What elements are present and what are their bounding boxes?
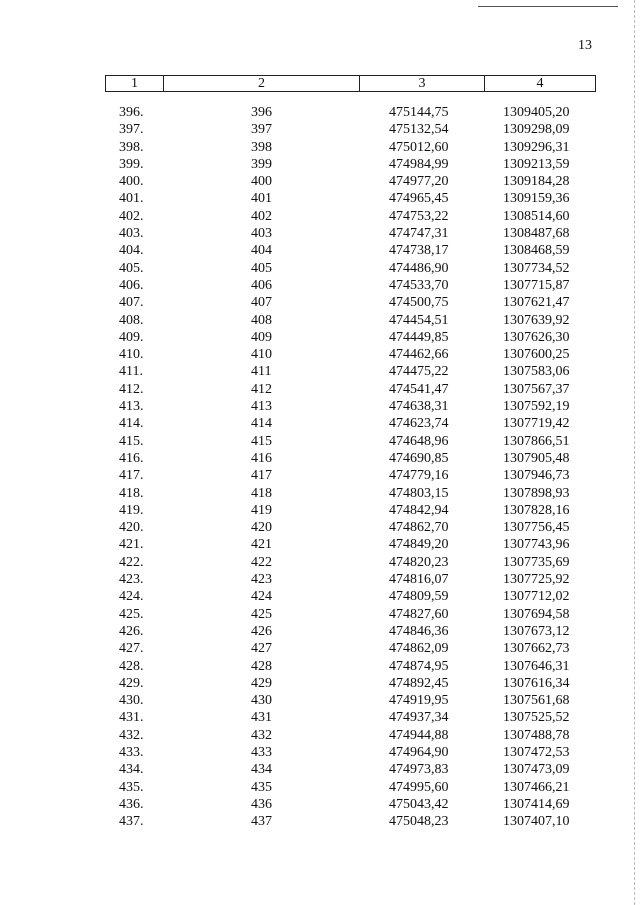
point-number-cell: 397	[251, 122, 272, 138]
coordinate-y-cell: 1307898,93	[503, 485, 570, 501]
table-row	[105, 692, 596, 709]
coordinate-y-cell: 1307662,73	[503, 641, 570, 657]
point-number-cell: 424	[251, 589, 272, 605]
coordinate-y-cell: 1307639,92	[503, 312, 570, 328]
point-number-cell: 435	[251, 779, 272, 795]
table-row	[105, 381, 596, 398]
coordinate-y-cell: 1307621,47	[503, 295, 570, 311]
row-number-cell: 410.	[119, 347, 144, 363]
row-number-cell: 422.	[119, 554, 144, 570]
point-number-cell: 407	[251, 295, 272, 311]
point-number-cell: 405	[251, 260, 272, 276]
row-number-cell: 419.	[119, 502, 144, 518]
row-number-cell: 426.	[119, 623, 144, 639]
table-row	[105, 225, 596, 242]
row-number-cell: 398.	[119, 139, 144, 155]
row-number-cell: 427.	[119, 641, 144, 657]
coordinate-y-cell: 1307712,02	[503, 589, 570, 605]
row-number-cell: 436.	[119, 796, 144, 812]
point-number-cell: 429	[251, 675, 272, 691]
row-number-cell: 429.	[119, 675, 144, 691]
point-number-cell: 418	[251, 485, 272, 501]
table-row	[105, 156, 596, 173]
table-row	[105, 242, 596, 259]
coordinate-y-cell: 1307694,58	[503, 606, 570, 622]
table-row	[105, 727, 596, 744]
point-number-cell: 427	[251, 641, 272, 657]
table-row	[105, 588, 596, 605]
point-number-cell: 420	[251, 520, 272, 536]
coordinate-x-cell: 474638,31	[389, 399, 449, 415]
point-number-cell: 404	[251, 243, 272, 259]
coordinate-x-cell: 474862,70	[389, 520, 449, 536]
row-number-cell: 424.	[119, 589, 144, 605]
point-number-cell: 403	[251, 226, 272, 242]
point-number-cell: 423	[251, 572, 272, 588]
row-number-cell: 433.	[119, 744, 144, 760]
coordinate-x-cell: 475132,54	[389, 122, 449, 138]
point-number-cell: 426	[251, 623, 272, 639]
row-number-cell: 420.	[119, 520, 144, 536]
coordinate-y-cell: 1309159,36	[503, 191, 570, 207]
point-number-cell: 399	[251, 156, 272, 172]
table-row	[105, 450, 596, 467]
coordinate-table-body	[105, 104, 596, 830]
coordinate-x-cell: 474500,75	[389, 295, 449, 311]
table-row	[105, 208, 596, 225]
coordinate-x-cell: 474820,23	[389, 554, 449, 570]
coordinate-y-cell: 1307866,51	[503, 433, 570, 449]
coordinate-x-cell: 474623,74	[389, 416, 449, 432]
table-row	[105, 536, 596, 553]
row-number-cell: 399.	[119, 156, 144, 172]
coordinate-x-cell: 474919,95	[389, 693, 449, 709]
point-number-cell: 396	[251, 105, 272, 120]
coordinate-x-cell: 474973,83	[389, 762, 449, 778]
coordinate-x-cell: 475048,23	[389, 814, 449, 830]
table-row	[105, 363, 596, 380]
coordinate-y-cell: 1308487,68	[503, 226, 570, 242]
coordinate-y-cell: 1307946,73	[503, 468, 570, 484]
table-row	[105, 312, 596, 329]
coordinate-y-cell: 1307407,10	[503, 814, 570, 830]
point-number-cell: 414	[251, 416, 272, 432]
table-row	[105, 675, 596, 692]
coordinate-x-cell: 474944,88	[389, 727, 449, 743]
table-row	[105, 329, 596, 346]
point-number-cell: 430	[251, 693, 272, 709]
coordinate-x-cell: 474648,96	[389, 433, 449, 449]
table-row	[105, 554, 596, 571]
table-row	[105, 796, 596, 813]
table-row	[105, 260, 596, 277]
coordinate-x-cell: 474977,20	[389, 174, 449, 190]
row-number-cell: 396.	[119, 105, 144, 120]
point-number-cell: 436	[251, 796, 272, 812]
point-number-cell: 425	[251, 606, 272, 622]
point-number-cell: 415	[251, 433, 272, 449]
coordinate-y-cell: 1307414,69	[503, 796, 570, 812]
coordinate-x-cell: 474984,99	[389, 156, 449, 172]
row-number-cell: 434.	[119, 762, 144, 778]
table-row	[105, 121, 596, 138]
row-number-cell: 411.	[119, 364, 143, 380]
row-number-cell: 430.	[119, 693, 144, 709]
coordinate-x-cell: 474809,59	[389, 589, 449, 605]
page-number: 13	[578, 38, 592, 53]
coordinate-x-cell: 474738,17	[389, 243, 449, 259]
point-number-cell: 417	[251, 468, 272, 484]
row-number-cell: 404.	[119, 243, 144, 259]
row-number-cell: 421.	[119, 537, 144, 553]
point-number-cell: 416	[251, 450, 272, 466]
point-number-cell: 406	[251, 277, 272, 293]
point-number-cell: 398	[251, 139, 272, 155]
coordinate-y-cell: 1307735,69	[503, 554, 570, 570]
coordinate-x-cell: 474779,16	[389, 468, 449, 484]
coordinate-y-cell: 1307561,68	[503, 693, 570, 709]
table-row	[105, 173, 596, 190]
table-row	[105, 761, 596, 778]
coordinate-x-cell: 474747,31	[389, 226, 449, 242]
row-number-cell: 428.	[119, 658, 144, 674]
coordinate-y-cell: 1307466,21	[503, 779, 570, 795]
table-row	[105, 277, 596, 294]
coordinate-y-cell: 1307673,12	[503, 623, 570, 639]
point-number-cell: 408	[251, 312, 272, 328]
column-header-1: 1	[106, 76, 164, 91]
table-row	[105, 433, 596, 450]
table-header	[105, 75, 596, 92]
coordinate-x-cell: 474462,66	[389, 347, 449, 363]
table-row	[105, 709, 596, 726]
table-row	[105, 658, 596, 675]
column-header-3: 3	[360, 76, 485, 91]
row-number-cell: 408.	[119, 312, 144, 328]
coordinate-x-cell: 474965,45	[389, 191, 449, 207]
coordinate-y-cell: 1307583,06	[503, 364, 570, 380]
coordinate-y-cell: 1309405,20	[503, 105, 570, 120]
row-number-cell: 412.	[119, 381, 144, 397]
coordinate-y-cell: 1307600,25	[503, 347, 570, 363]
scan-edge	[634, 0, 635, 905]
row-number-cell: 400.	[119, 174, 144, 190]
coordinate-x-cell: 474690,85	[389, 450, 449, 466]
coordinate-y-cell: 1307472,53	[503, 744, 570, 760]
coordinate-x-cell: 474842,94	[389, 502, 449, 518]
coordinate-x-cell: 475043,42	[389, 796, 449, 812]
point-number-cell: 401	[251, 191, 272, 207]
coordinate-x-cell: 474475,22	[389, 364, 449, 380]
row-number-cell: 402.	[119, 208, 144, 224]
table-row	[105, 190, 596, 207]
row-number-cell: 425.	[119, 606, 144, 622]
row-number-cell: 407.	[119, 295, 144, 311]
table-row	[105, 415, 596, 432]
coordinate-y-cell: 1307828,16	[503, 502, 570, 518]
coordinate-y-cell: 1307626,30	[503, 329, 570, 345]
point-number-cell: 422	[251, 554, 272, 570]
point-number-cell: 410	[251, 347, 272, 363]
coordinate-x-cell: 475012,60	[389, 139, 449, 155]
table-row	[105, 519, 596, 536]
point-number-cell: 419	[251, 502, 272, 518]
coordinate-x-cell: 474964,90	[389, 744, 449, 760]
column-header-2: 2	[164, 76, 360, 91]
coordinate-y-cell: 1307756,45	[503, 520, 570, 536]
coordinate-y-cell: 1307567,37	[503, 381, 570, 397]
row-number-cell: 432.	[119, 727, 144, 743]
coordinate-x-cell: 474486,90	[389, 260, 449, 276]
row-number-cell: 416.	[119, 450, 144, 466]
table-row	[105, 139, 596, 156]
table-row	[105, 104, 596, 121]
point-number-cell: 434	[251, 762, 272, 778]
table-row	[105, 779, 596, 796]
coordinate-y-cell: 1307715,87	[503, 277, 570, 293]
top-rule	[478, 6, 618, 7]
point-number-cell: 400	[251, 174, 272, 190]
coordinate-y-cell: 1308514,60	[503, 208, 570, 224]
row-number-cell: 431.	[119, 710, 144, 726]
coordinate-y-cell: 1307646,31	[503, 658, 570, 674]
coordinate-y-cell: 1309213,59	[503, 156, 570, 172]
table-row	[105, 606, 596, 623]
table-row	[105, 485, 596, 502]
coordinate-x-cell: 474846,36	[389, 623, 449, 639]
row-number-cell: 401.	[119, 191, 144, 207]
row-number-cell: 423.	[119, 572, 144, 588]
table-row	[105, 623, 596, 640]
coordinate-x-cell: 474827,60	[389, 606, 449, 622]
coordinate-x-cell: 474454,51	[389, 312, 449, 328]
point-number-cell: 411	[251, 364, 272, 380]
column-header-4: 4	[536, 76, 544, 91]
table-row	[105, 398, 596, 415]
coordinate-x-cell: 474937,34	[389, 710, 449, 726]
coordinate-y-cell: 1307719,42	[503, 416, 570, 432]
coordinate-y-cell: 1307905,48	[503, 450, 570, 466]
table-row	[105, 346, 596, 363]
row-number-cell: 397.	[119, 122, 144, 138]
point-number-cell: 433	[251, 744, 272, 760]
point-number-cell: 428	[251, 658, 272, 674]
table-row	[105, 640, 596, 657]
coordinate-x-cell: 475144,75	[389, 105, 449, 120]
row-number-cell: 414.	[119, 416, 144, 432]
coordinate-x-cell: 474862,09	[389, 641, 449, 657]
coordinate-x-cell: 474533,70	[389, 277, 449, 293]
row-number-cell: 409.	[119, 329, 144, 345]
coordinate-y-cell: 1307592,19	[503, 399, 570, 415]
coordinate-x-cell: 474995,60	[389, 779, 449, 795]
coordinate-y-cell: 1307743,96	[503, 537, 570, 553]
row-number-cell: 406.	[119, 277, 144, 293]
row-number-cell: 403.	[119, 226, 144, 242]
point-number-cell: 412	[251, 381, 272, 397]
coordinate-y-cell: 1309296,31	[503, 139, 570, 155]
coordinate-y-cell: 1307525,52	[503, 710, 570, 726]
coordinate-x-cell: 474449,85	[389, 329, 449, 345]
point-number-cell: 402	[251, 208, 272, 224]
table-row	[105, 571, 596, 588]
coordinate-y-cell: 1307473,09	[503, 762, 570, 778]
coordinate-x-cell: 474803,15	[389, 485, 449, 501]
row-number-cell: 417.	[119, 468, 144, 484]
row-number-cell: 435.	[119, 779, 144, 795]
point-number-cell: 413	[251, 399, 272, 415]
coordinate-y-cell: 1308468,59	[503, 243, 570, 259]
coordinate-y-cell: 1307725,92	[503, 572, 570, 588]
point-number-cell: 437	[251, 814, 272, 830]
coordinate-y-cell: 1309298,09	[503, 122, 570, 138]
point-number-cell: 432	[251, 727, 272, 743]
row-number-cell: 418.	[119, 485, 144, 501]
coordinate-y-cell: 1307734,52	[503, 260, 570, 276]
table-row	[105, 294, 596, 311]
table-row	[105, 502, 596, 519]
point-number-cell: 431	[251, 710, 272, 726]
coordinate-y-cell: 1309184,28	[503, 174, 570, 190]
point-number-cell: 421	[251, 537, 272, 553]
point-number-cell: 409	[251, 329, 272, 345]
coordinate-y-cell: 1307616,34	[503, 675, 570, 691]
table-row	[105, 467, 596, 484]
coordinate-y-cell: 1307488,78	[503, 727, 570, 743]
row-number-cell: 405.	[119, 260, 144, 276]
table-row	[105, 744, 596, 761]
coordinate-x-cell: 474541,47	[389, 381, 449, 397]
coordinate-x-cell: 474892,45	[389, 675, 449, 691]
row-number-cell: 415.	[119, 433, 144, 449]
coordinate-x-cell: 474753,22	[389, 208, 449, 224]
coordinate-x-cell: 474816,07	[389, 572, 449, 588]
row-number-cell: 437.	[119, 814, 144, 830]
coordinate-x-cell: 474874,95	[389, 658, 449, 674]
coordinate-x-cell: 474849,20	[389, 537, 449, 553]
row-number-cell: 413.	[119, 399, 144, 415]
table-row	[105, 813, 596, 830]
